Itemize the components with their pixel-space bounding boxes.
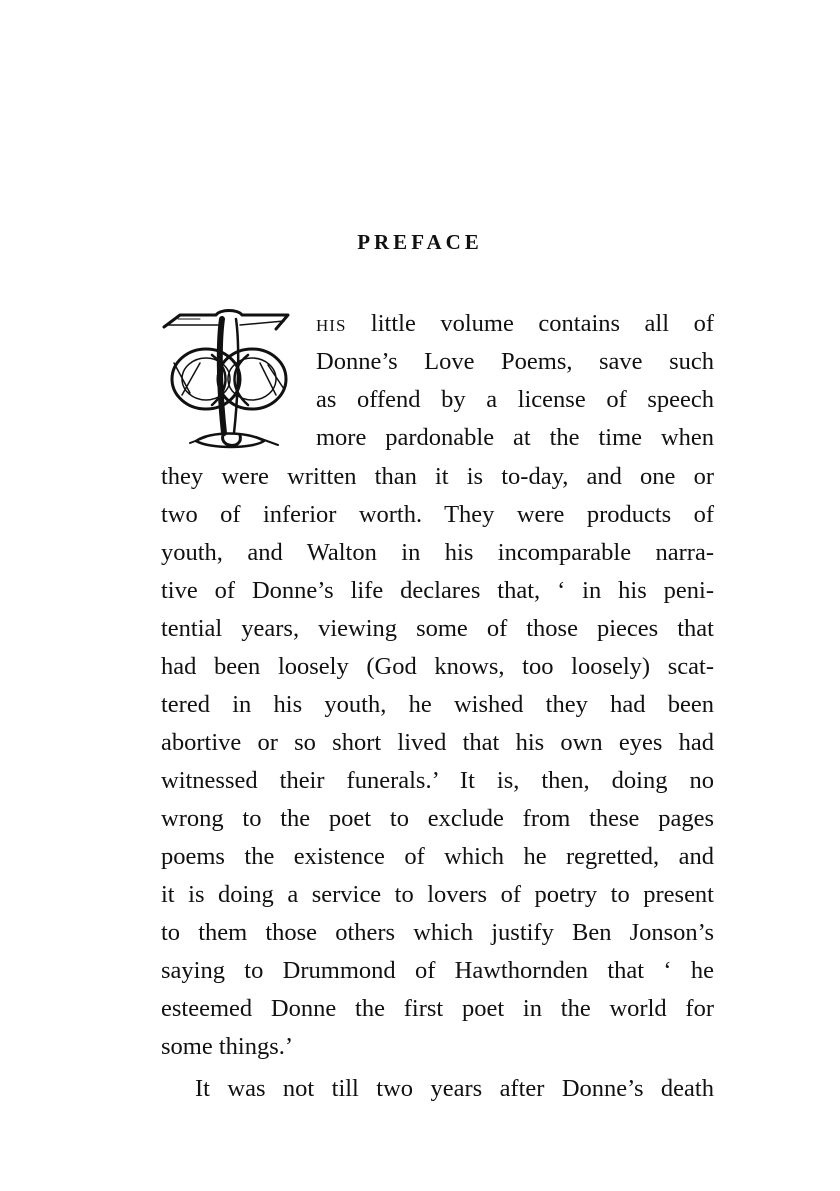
text-line: some things.’ — [161, 1033, 294, 1060]
text-line: tential years, viewing some of those pieces that — [161, 615, 714, 642]
text-line: more pardonable at the time when — [316, 424, 714, 451]
text-line: Donne’s Love Poems, save such — [316, 348, 714, 375]
text-line: they were written than it is to-day, and one or — [161, 463, 714, 490]
text-line — [316, 305, 714, 343]
text-line: witnessed their funerals.’ It is, then, doing no — [161, 767, 714, 794]
text-line: as offend by a license of speech — [316, 386, 714, 413]
text-line: to them those others which justify Ben Jonson’s — [161, 919, 714, 946]
text-line: it is doing a service to lovers of poetry to present — [161, 881, 714, 908]
text-line: tive of Donne’s life declares that, ‘ in his peni- — [161, 577, 714, 604]
text-line: two of inferior worth. They were products of — [161, 501, 714, 528]
text-line: had been loosely (God knows, too loosely) scat- — [161, 653, 714, 680]
text-line: youth, and Walton in his incomparable narra- — [161, 539, 714, 566]
text-line: wrong to the poet to exclude from these pages — [161, 805, 714, 832]
text-line: abortive or so short lived that his own eyes had — [161, 729, 714, 756]
text-line: tered in his youth, he wished they had been — [161, 691, 714, 718]
text-line-rest: little volume contains all of — [346, 310, 714, 337]
text-line: esteemed Donne the first poet in the world for — [161, 995, 714, 1022]
text-line: saying to Drummond of Hawthornden that ‘ he — [161, 957, 714, 984]
text-line: It was not till two years after Donne’s death — [195, 1075, 714, 1102]
text-line: poems the existence of which he regretted, and — [161, 843, 714, 870]
opening-small-caps: his — [316, 310, 347, 337]
page-title: PREFACE — [357, 230, 483, 254]
ornamental-initial-t-icon — [160, 307, 300, 455]
